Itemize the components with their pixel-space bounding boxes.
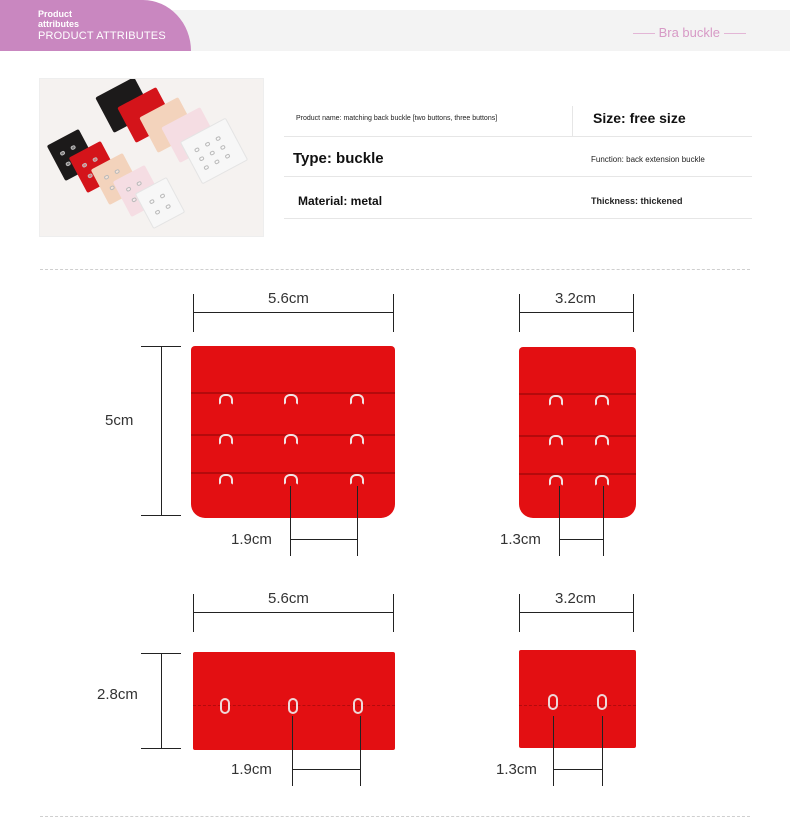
- section-divider-top: [40, 269, 750, 270]
- width-tick-right: [393, 294, 394, 332]
- attr-divider-2: [284, 176, 752, 177]
- attr-thickness: Thickness: thickened: [591, 196, 683, 206]
- spacing-tick-left: [292, 716, 293, 786]
- spacing-label: 1.9cm: [231, 761, 272, 778]
- dash-right: [724, 33, 746, 34]
- width-dimension-line: [193, 612, 394, 613]
- section-divider-bottom: [40, 816, 750, 817]
- width-label: 5.6cm: [268, 590, 309, 607]
- hook-piece-one-row-small: [519, 650, 636, 748]
- attr-type: Type: buckle: [293, 150, 384, 167]
- height-tick-bottom: [141, 515, 181, 516]
- product-attributes-tab: [0, 0, 191, 51]
- spacing-dimension-line: [290, 539, 358, 540]
- spacing-dimension-line: [292, 769, 361, 770]
- width-label: 3.2cm: [555, 590, 596, 607]
- height-tick-top: [141, 653, 181, 654]
- tab-label-attributes: attributes: [38, 19, 80, 29]
- width-tick-left: [519, 594, 520, 632]
- height-label: 2.8cm: [97, 686, 138, 703]
- attr-divider-1: [284, 136, 752, 137]
- spacing-tick-right: [603, 486, 604, 556]
- spacing-label: 1.3cm: [496, 761, 537, 778]
- hook-piece-three-row-large: [191, 346, 395, 518]
- width-label: 5.6cm: [268, 290, 309, 307]
- spacing-tick-right: [602, 716, 603, 786]
- tab-title: PRODUCT ATTRIBUTES: [38, 30, 166, 42]
- width-tick-right: [393, 594, 394, 632]
- width-label: 3.2cm: [555, 290, 596, 307]
- spacing-label: 1.9cm: [231, 531, 272, 548]
- attr-function: Function: back extension buckle: [591, 155, 705, 164]
- spacing-tick-right: [360, 716, 361, 786]
- product-photo: [39, 78, 264, 237]
- hook-piece-three-row-small: [519, 347, 636, 518]
- width-tick-left: [193, 594, 194, 632]
- spacing-dimension-line: [553, 769, 603, 770]
- tab-label-product: Product: [38, 9, 73, 19]
- spacing-tick-left: [290, 486, 291, 556]
- attr-divider-3: [284, 218, 752, 219]
- width-tick-left: [519, 294, 520, 332]
- spacing-dimension-line: [559, 539, 604, 540]
- spacing-tick-right: [357, 486, 358, 556]
- spacing-tick-left: [553, 716, 554, 786]
- section-title-text: Bra buckle: [658, 25, 720, 40]
- attr-material: Material: metal: [298, 194, 383, 208]
- width-tick-right: [633, 594, 634, 632]
- width-dimension-line: [519, 612, 634, 613]
- width-dimension-line: [193, 312, 394, 313]
- width-tick-left: [193, 294, 194, 332]
- attr-size: Size: free size: [593, 110, 686, 126]
- dash-left: [633, 33, 655, 34]
- width-dimension-line: [519, 312, 634, 313]
- height-tick-top: [141, 346, 181, 347]
- section-title: [629, 25, 750, 40]
- height-tick-bottom: [141, 748, 181, 749]
- attr-divider-vertical: [572, 106, 573, 136]
- height-label: 5cm: [105, 412, 134, 429]
- hook-piece-one-row-large: [193, 652, 395, 750]
- spacing-tick-left: [559, 486, 560, 556]
- attr-product-name: Product name: matching back buckle [two buttons, three buttons]: [296, 115, 498, 122]
- height-dimension-line: [161, 346, 162, 515]
- height-dimension-line: [161, 653, 162, 749]
- width-tick-right: [633, 294, 634, 332]
- spacing-label: 1.3cm: [500, 531, 541, 548]
